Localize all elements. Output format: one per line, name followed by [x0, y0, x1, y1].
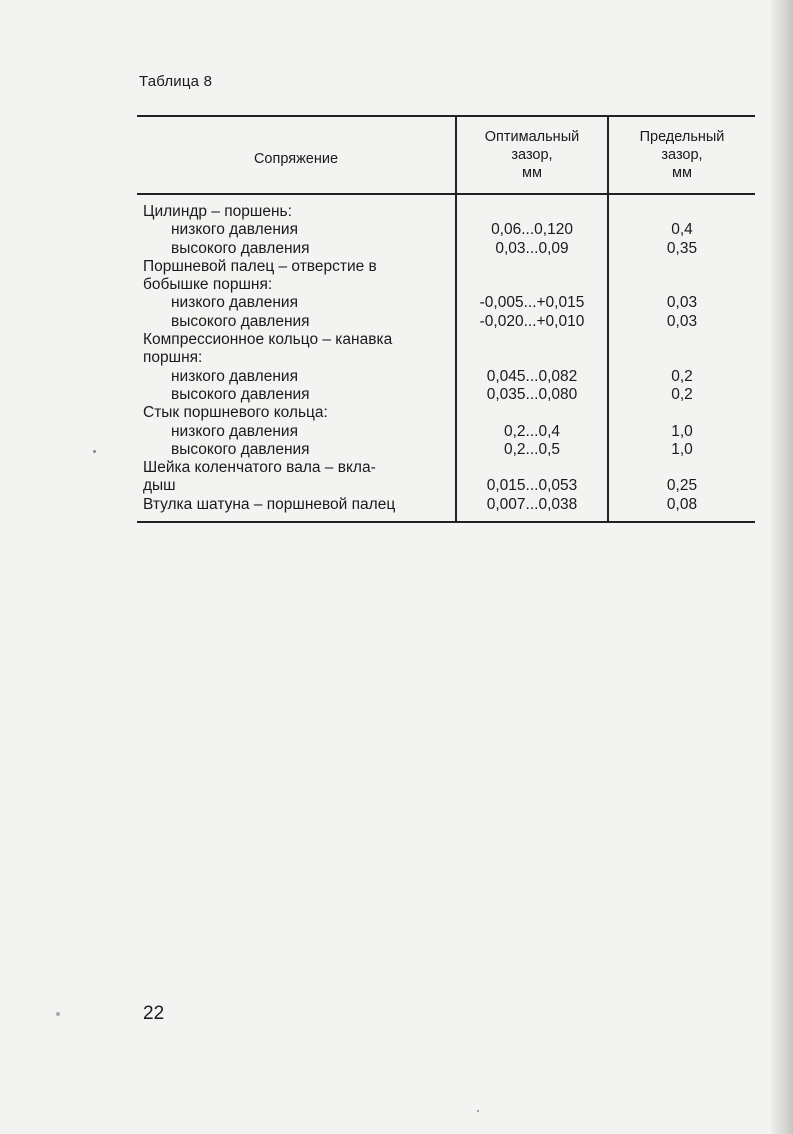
- optimal-value-cell: 0,2...0,5: [503, 440, 560, 458]
- header-pair: [137, 117, 456, 194]
- table-caption: Таблица 8: [139, 73, 213, 90]
- pair-name-line: бобышке поршня:: [143, 276, 273, 294]
- pair-name-line: Шейка коленчатого вала – вкла-: [143, 459, 376, 477]
- optimal-value-cell: [457, 349, 607, 367]
- pair-name-line: низкого давления: [171, 422, 298, 440]
- limit-value-cell: 1,0: [671, 422, 693, 440]
- optimal-value-cell: 0,03...0,09: [495, 239, 569, 257]
- limit-value-cell: [609, 349, 755, 367]
- pair-name-line: высокого давления: [171, 239, 310, 257]
- optimal-value-cell: 0,045...0,082: [486, 367, 578, 385]
- table-body-row: [137, 194, 755, 521]
- limit-value-cell: 0,2: [671, 367, 693, 385]
- header-limit-line: Предельный: [639, 128, 725, 145]
- limit-value-cell: 1,0: [671, 440, 693, 458]
- optimal-value-cell: 0,035...0,080: [486, 385, 578, 403]
- header-optimal-line: Оптимальный: [484, 128, 580, 145]
- header-pair-label: Сопряжение: [253, 151, 339, 167]
- limit-value-cell: [609, 203, 755, 221]
- optimal-value-cell: [457, 404, 607, 422]
- pair-name-line: Цилиндр – поршень:: [143, 203, 292, 220]
- header-limit: [608, 117, 755, 194]
- header-optimal: [456, 117, 608, 194]
- limit-value-cell: [609, 276, 755, 294]
- optimal-values-column: [456, 194, 608, 521]
- limit-value-cell: 0,08: [666, 495, 698, 513]
- scan-speck: [56, 1012, 60, 1016]
- optimal-value-cell: [457, 276, 607, 294]
- limit-value-cell: 0,25: [666, 477, 698, 495]
- optimal-value-cell: 0,007...0,038: [486, 495, 578, 513]
- limit-value-cell: [609, 258, 755, 276]
- optimal-value-cell: -0,020...+0,010: [479, 312, 585, 330]
- limit-value-cell: [609, 404, 755, 422]
- scan-speck: [93, 450, 96, 453]
- header-optimal-line: зазор,: [511, 146, 553, 163]
- limit-value-cell: [609, 459, 755, 477]
- header-limit-line: зазор,: [661, 146, 703, 163]
- scan-speck: [477, 1110, 479, 1112]
- page-number: 22: [143, 1003, 165, 1024]
- header-limit-line: мм: [672, 165, 692, 182]
- pair-name-line: Поршневой палец – отверстие в: [143, 257, 377, 275]
- limit-values-column: [608, 194, 755, 521]
- optimal-value-cell: [457, 258, 607, 276]
- optimal-value-cell: -0,005...+0,015: [479, 294, 585, 312]
- optimal-value-cell: 0,2...0,4: [503, 422, 560, 440]
- pair-name-line: низкого давления: [171, 367, 298, 385]
- limit-value-cell: 0,4: [671, 221, 693, 239]
- limit-value-cell: [609, 331, 755, 349]
- pair-name-line: низкого давления: [171, 221, 298, 239]
- limit-value-cell: 0,35: [666, 239, 698, 257]
- header-optimal-line: мм: [522, 165, 542, 182]
- pair-name-line: поршня:: [143, 349, 203, 367]
- limit-value-cell: 0,03: [666, 312, 698, 330]
- optimal-value-cell: [457, 203, 607, 221]
- pair-name-line: низкого давления: [171, 294, 298, 312]
- pair-name-line: Стык поршневого кольца:: [143, 404, 328, 422]
- limit-value-cell: 0,2: [671, 385, 693, 403]
- pair-name-line: дыш: [143, 477, 176, 495]
- optimal-value-cell: 0,015...0,053: [486, 477, 578, 495]
- optimal-value-cell: [457, 331, 607, 349]
- optimal-value-cell: 0,06...0,120: [491, 221, 573, 239]
- clearance-table: [137, 115, 755, 523]
- pair-names-column: [137, 194, 456, 521]
- pair-name-line: высокого давления: [171, 312, 310, 330]
- optimal-value-cell: [457, 459, 607, 477]
- page-edge-shadow: [771, 0, 793, 1134]
- pair-name-line: Компрессионное кольцо – канавка: [143, 331, 393, 349]
- pair-name-line: высокого давления: [171, 440, 310, 458]
- pair-name-line: высокого давления: [171, 385, 310, 403]
- limit-value-cell: 0,03: [666, 294, 698, 312]
- pair-name-line: Втулка шатуна – поршневой палец: [143, 495, 396, 513]
- table-header-row: [137, 117, 755, 194]
